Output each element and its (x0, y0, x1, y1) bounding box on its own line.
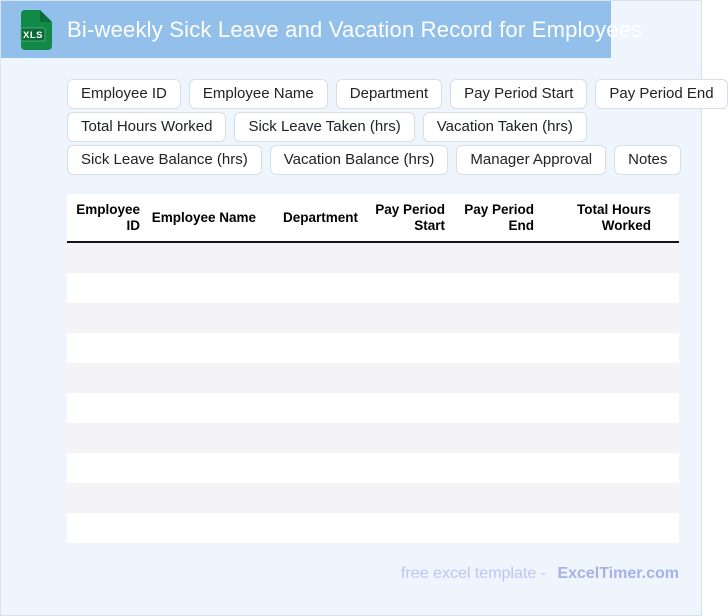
col-header-pay-period-start: Pay Period Start (375, 202, 445, 233)
table-row (67, 303, 679, 333)
chip-pay-period-end[interactable]: Pay Period End (595, 79, 727, 109)
chip-total-hours-worked[interactable]: Total Hours Worked (67, 112, 226, 142)
table-row (67, 393, 679, 423)
chip-employee-id[interactable]: Employee ID (67, 79, 181, 109)
col-header-department: Department (282, 209, 358, 225)
chip-pay-period-start[interactable]: Pay Period Start (450, 79, 587, 109)
table-row (67, 273, 679, 303)
table-row (67, 453, 679, 483)
header-bar (1, 1, 643, 58)
chip-vacation-taken[interactable]: Vacation Taken (hrs) (423, 112, 587, 142)
table-header-row (67, 194, 679, 243)
col-header-total-hours-worked: Total Hours Worked (577, 202, 651, 233)
chip-department[interactable]: Department (336, 79, 442, 109)
chip-notes[interactable]: Notes (614, 145, 681, 175)
footer-brand-link[interactable]: ExcelTimer.com (557, 565, 679, 582)
col-header-employee-name: Employee Name (151, 209, 256, 225)
chip-manager-approval[interactable]: Manager Approval (456, 145, 606, 175)
chip-sick-leave-balance[interactable]: Sick Leave Balance (hrs) (67, 145, 262, 175)
table-row (67, 423, 679, 453)
col-header-employee-id: Employee ID (76, 202, 140, 233)
xls-file-icon (18, 9, 54, 51)
spreadsheet-preview (67, 194, 679, 543)
chip-row-2 (67, 112, 728, 142)
column-chips (67, 79, 728, 175)
col-header-pay-period-end: Pay Period End (464, 202, 534, 233)
footer (401, 565, 679, 583)
table-row (67, 483, 679, 513)
chip-employee-name[interactable]: Employee Name (189, 79, 328, 109)
table-row (67, 513, 679, 543)
table-row (67, 243, 679, 273)
footer-text: free excel template - (401, 565, 546, 582)
chip-row-1 (67, 79, 728, 109)
chip-row-3 (67, 145, 728, 175)
table-row (67, 363, 679, 393)
table-body (67, 243, 679, 543)
chip-sick-leave-taken[interactable]: Sick Leave Taken (hrs) (234, 112, 414, 142)
table-row (67, 333, 679, 363)
page-title: Bi-weekly Sick Leave and Vacation Record for Employees (67, 16, 643, 42)
chip-vacation-balance[interactable]: Vacation Balance (hrs) (270, 145, 449, 175)
xls-icon-label: XLS (23, 29, 43, 41)
